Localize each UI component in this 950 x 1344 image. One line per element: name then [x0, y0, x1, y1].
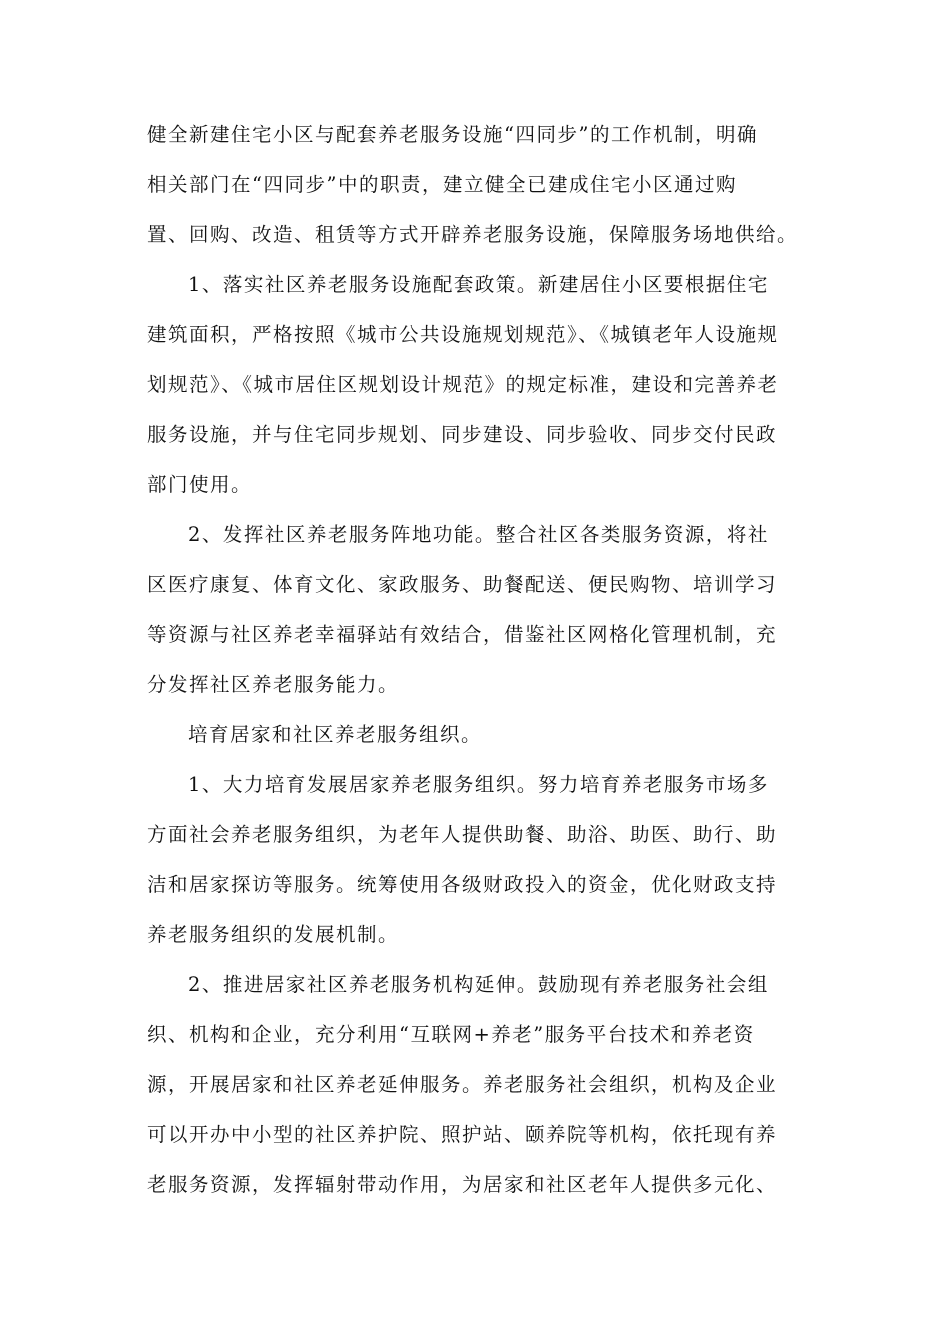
text-line: 等资源与社区养老幸福驿站有效结合，借鉴社区网格化管理机制，充 — [147, 623, 778, 646]
text-line: 划规范》、《城市居住区规划设计规范》的规定标准，建设和完善养老 — [147, 373, 779, 396]
paragraph-3 — [147, 510, 807, 710]
text-line: 服务设施，并与住宅同步规划、同步建设、同步验收、同步交付民政 — [147, 423, 778, 446]
text-line: 洁和居家探访等服务。统筹使用各级财政投入的资金，优化财政支持 — [147, 873, 778, 896]
text-line: 分发挥社区养老服务能力。 — [147, 673, 400, 696]
body-text — [147, 110, 807, 1210]
text-line: 养老服务组织的发展机制。 — [147, 923, 400, 946]
text-line: 置、回购、改造、租赁等方式开辟养老服务设施，保障服务场地供给。 — [147, 223, 799, 246]
text-line: 方面社会养老服务组织，为老年人提供助餐、助浴、助医、助行、助 — [147, 823, 778, 846]
text-line: 可以开办中小型的社区养护院、照护站、颐养院等机构，依托现有养 — [147, 1123, 778, 1146]
text-line: 相关部门在“四同步”中的职责，建立健全已建成住宅小区通过购 — [147, 173, 737, 196]
text-line: 2、推进居家社区养老服务机构延伸。鼓励现有养老服务社会组 — [188, 973, 769, 996]
paragraph-5 — [147, 760, 807, 960]
paragraph-2 — [147, 260, 807, 510]
text-line: 老服务资源，发挥辐射带动作用，为居家和社区老年人提供多元化、 — [147, 1173, 778, 1196]
text-line: 健全新建住宅小区与配套养老服务设施“四同步”的工作机制，明确 — [147, 123, 758, 146]
text-line: 源，开展居家和社区养老延伸服务。养老服务社会组织，机构及企业 — [147, 1073, 778, 1096]
text-line: 2、发挥社区养老服务阵地功能。整合社区各类服务资源，将社 — [188, 523, 769, 546]
section-heading: 培育居家和社区养老服务组织。 — [188, 723, 483, 746]
text-line: 建筑面积，严格按照《城市公共设施规划规范》、《城镇老年人设施规 — [147, 323, 779, 346]
text-line: 部门使用。 — [147, 473, 253, 496]
paragraph-4 — [147, 710, 807, 760]
text-line: 1、落实社区养老服务设施配套政策。新建居住小区要根据住宅 — [188, 273, 769, 296]
text-line: 区医疗康复、体育文化、家政服务、助餐配送、便民购物、培训学习 — [147, 573, 778, 596]
paragraph-1 — [147, 110, 807, 260]
text-line: 织、机构和企业，充分利用“互联网+养老”服务平台技术和养老资 — [147, 1023, 755, 1046]
paragraph-6 — [147, 960, 807, 1210]
text-line: 1、大力培育发展居家养老服务组织。努力培育养老服务市场多 — [188, 773, 769, 796]
